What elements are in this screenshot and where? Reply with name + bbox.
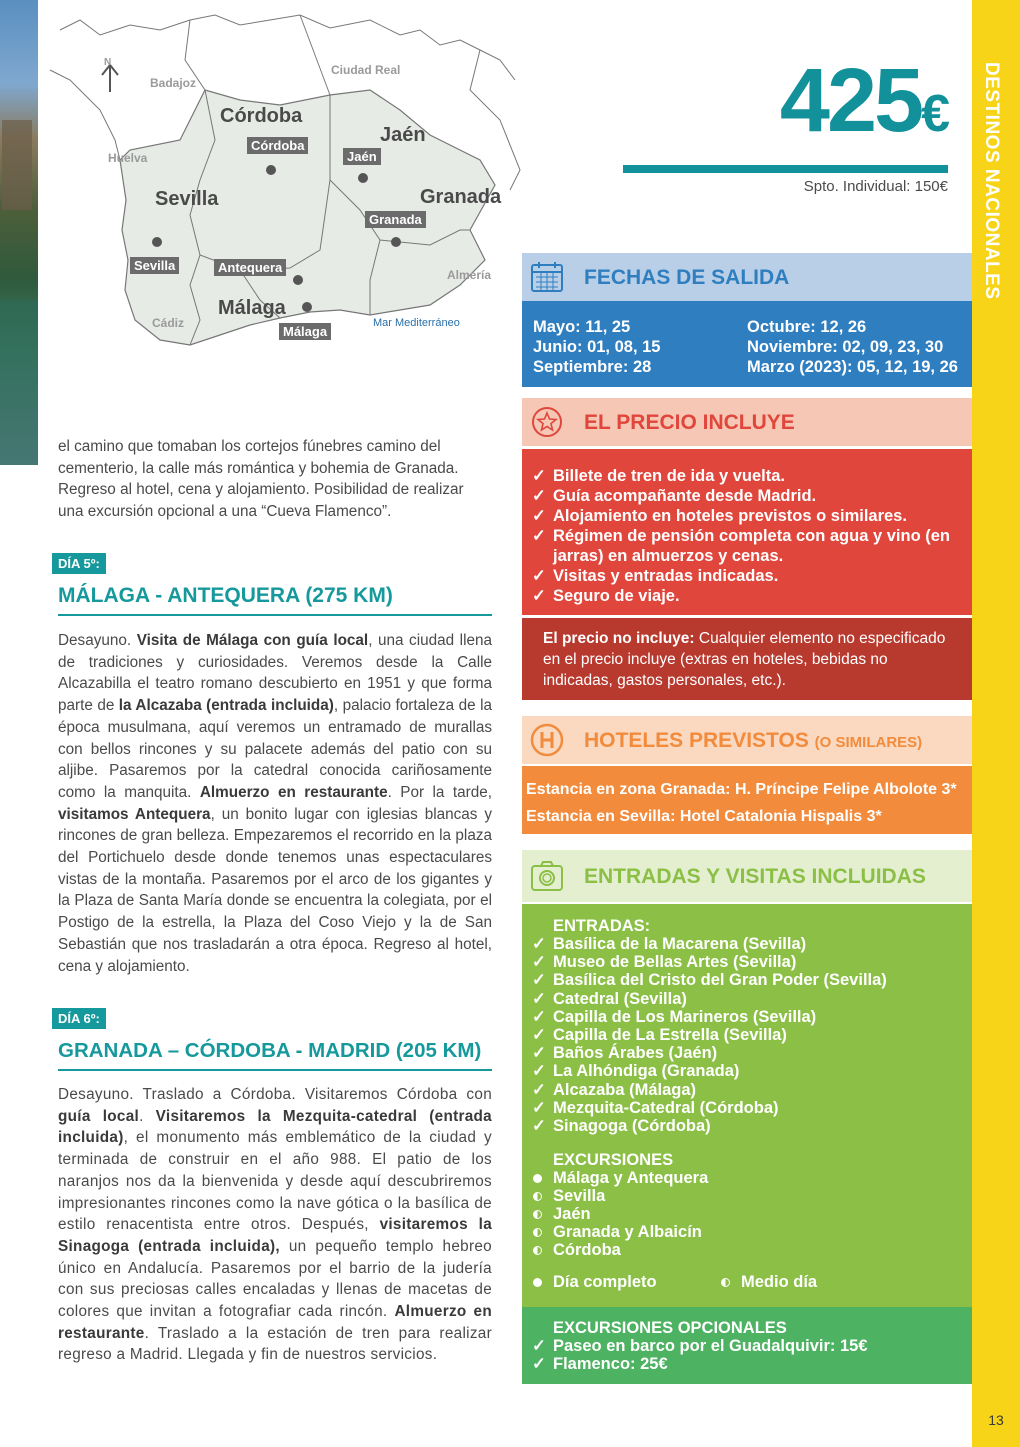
day6-title: GRANADA – CÓRDOBA - MADRID (205 KM) [58,1039,492,1071]
entradas-label: ENTRADAS: [553,917,651,935]
day5-text: Desayuno. Visita de Málaga con guía local, una ciudad llena de tradiciones y curiosidades. Veremos desde la Calle Alcazabilla el teatro romano descubierto en 1951 y que forma parte de la Alcazaba (entrada incluida), palacio fortaleza de la época musulmana, aquí veremos un entramado de murallas con bellos rincones y su palacete además del patio con su aljibe. Pasaremos por la catedral conocida cariñosamente como la manquita. Almuerzo en restaurante. Por la tarde, visitamos Antequera, un bonito lugar con iglesias blancas y rincones de gran belleza. Empezaremos el recorrido en la plaza del Portichuelo desde donde tenemos unas espectaculares vistas de la montaña. Pasaremos por el arco de los gigantes y la Plaza de Santa María donde se encuentra la colegiata, por el Postigo de la estrella, la Plaza del Coso Viejo y la de San Sebastián que nos trasladarán a otra época. Regreso al hotel, cena y alojamiento. [58,632,493,975]
price-amount: 425 [779,51,922,151]
province-cordoba: Córdoba [220,105,303,127]
excursion-item: Córdoba [522,1241,972,1259]
city-antequera: Antequera [214,259,286,276]
entrada-item: ✓ Basílica de la Macarena (Sevilla) [522,935,972,953]
hotel-icon [530,723,564,757]
north-label: N [104,57,112,68]
excursiones-legend [522,1273,972,1291]
fechas-col-right [747,317,961,376]
province-malaga: Málaga [218,297,286,319]
incluye-item: ✓ Billete de tren de ida y vuelta. [522,466,972,486]
day5-badge: DÍA 5º: [52,553,106,574]
region-cadiz: Cádiz [152,316,185,330]
hoteles-box [522,766,972,834]
fecha-item: Junio: 01, 08, 15 [533,338,661,356]
day6-badge: DÍA 6º: [52,1008,106,1029]
region-almeria: Almería [447,268,492,282]
entrada-item: ✓ Capilla de Los Marineros (Sevilla) [522,1008,972,1026]
excursion-item: Jaén [522,1205,972,1223]
province-sevilla: Sevilla [155,188,219,210]
opcional-item: ✓ Flamenco: 25€ [522,1355,972,1373]
incluye-item: ✓ Guía acompañante desde Madrid. [522,486,972,506]
fecha-item: Mayo: 11, 25 [533,318,631,336]
entradas-title: ENTRADAS Y VISITAS INCLUIDAS [584,865,926,888]
excursion-item: Sevilla [522,1187,972,1205]
page-number: 13 [988,1412,1004,1428]
entradas-list [522,935,972,1135]
incluye-title: EL PRECIO INCLUYE [584,411,795,434]
incluye-box [522,449,972,615]
incluye-item: ✓ Visitas y entradas indicadas. [522,566,972,586]
incluye-list [522,466,972,606]
opcional-item: ✓ Paseo en barco por el Guadalquivir: 15€ [522,1337,972,1355]
day6-text: Desayuno. Traslado a Córdoba. Visitaremos Córdoba con guía local. Visitaremos la Mezquita-catedral (entrada incluida), el monumento más emblemático de la ciudad y terminada de construir en el año 988. El patio de los naranjos nos da la bienvenida y desde aquí descubriremos impresionantes rincones como la nave gótica o la basílica de estilo renacentista entre otros. Después, visitaremos la Sinagoga (entrada incluida), un pequeño templo hebreo único en Andalucía. Pasaremos por el barrio de la judería con sus preciosas calles encaladas y llenas de macetas de colores que invitan a fotografiar cada rincón. Almuerzo en restaurante. Traslado a la estación de tren para realizar regreso a Madrid. Llegada y fin de nuestros servicios. [58,1086,492,1364]
single-supplement: Spto. Individual: 150€ [803,178,948,195]
excursiones-label: EXCURSIONES [553,1151,674,1170]
star-badge-icon [530,405,564,439]
intro-text: el camino que tomaban los cortejos fúnebres camino del cementerio, la calle más romántica y bohemia de Granada. Regreso al hotel, cena y alojamiento. Posibilidad de realizar una excursión opcional a una “Cueva Flamenco”. [58,438,464,521]
excursion-item: Granada y Albaicín [522,1223,972,1241]
section-title [972,62,1020,342]
no-incluye-label: El precio no incluye: [543,630,695,647]
legend-full-day: Día completo [522,1273,710,1291]
entrada-item: ✓ Mezquita-Catedral (Córdoba) [522,1099,972,1117]
hotel-item: Estancia en Sevilla: Hotel Catalonia Hispalis 3* [526,808,882,825]
excursion-item: Málaga y Antequera [522,1169,972,1187]
fecha-item: Noviembre: 02, 09, 23, 30 [747,338,944,356]
price-divider [623,165,948,173]
no-incluye-text: Cualquier elemento no especificado en el precio incluye (extras en hoteles, bebidas no indicadas, gastos personales, etc.). [543,630,946,689]
city-jaen: Jaén [343,148,381,165]
entrada-item: ✓ Alcazaba (Málaga) [522,1081,972,1099]
entrada-item: ✓ Capilla de La Estrella (Sevilla) [522,1026,972,1044]
entrada-item: ✓ Museo de Bellas Artes (Sevilla) [522,953,972,971]
incluye-item: ✓ Seguro de viaje. [522,586,972,606]
camera-icon [530,859,564,893]
legend-half-day: Medio día [710,1273,817,1291]
hotel-item: Estancia en zona Granada: H. Príncipe Felipe Albolote 3* [526,781,957,798]
opcionales-list [522,1337,972,1373]
hoteles-title: HOTELES PREVISTOS (O SIMILARES) [584,729,923,752]
region-huelva: Huelva [108,151,148,165]
entrada-item: ✓ Catedral (Sevilla) [522,990,972,1008]
entrada-item: ✓ Basílica del Cristo del Gran Poder (Sevilla) [522,971,972,989]
opcionales-box [522,1307,972,1384]
fechas-header [522,253,972,301]
province-jaen: Jaén [380,124,426,146]
region-badajoz: Badajoz [150,76,197,90]
entrada-item: ✓ La Alhóndiga (Granada) [522,1062,972,1080]
fecha-item: Octubre: 12, 26 [747,318,867,336]
day5-title: MÁLAGA - ANTEQUERA (275 KM) [58,584,492,616]
fecha-item: Marzo (2023): 05, 12, 19, 26 [747,358,958,376]
entrada-item: ✓ Baños Árabes (Jaén) [522,1044,972,1062]
city-malaga: Málaga [279,323,331,340]
city-cordoba: Córdoba [247,137,308,154]
calendar-icon [530,260,564,294]
entrada-item: ✓ Sinagoga (Córdoba) [522,1117,972,1135]
sea-label: Mar Mediterráneo [373,317,460,329]
hoteles-header [522,716,972,764]
region-ciudad-real: Ciudad Real [331,63,401,77]
province-granada: Granada [420,186,502,208]
price [740,50,950,150]
opcionales-label: EXCURSIONES OPCIONALES [553,1319,787,1337]
side-photo [0,0,38,465]
fechas-title: FECHAS DE SALIDA [584,266,790,289]
excursiones-list [522,1169,972,1259]
no-incluye-box [522,618,972,700]
section-title-text: DESTINOS NACIONALES [981,62,1002,300]
price-currency: € [921,85,950,143]
city-sevilla: Sevilla [130,257,179,274]
fechas-col-left [533,317,747,376]
entradas-box [522,904,972,1307]
fechas-box [522,301,972,387]
city-granada: Granada [365,211,426,228]
incluye-item: ✓ Alojamiento en hoteles previstos o similares. [522,506,972,526]
entradas-header [522,850,972,902]
incluye-header [522,398,972,446]
andalucia-map [40,0,530,380]
incluye-item: ✓ Régimen de pensión completa con agua y vino (en jarras) en almuerzos y cenas. [522,526,972,566]
fecha-item: Septiembre: 28 [533,358,652,376]
